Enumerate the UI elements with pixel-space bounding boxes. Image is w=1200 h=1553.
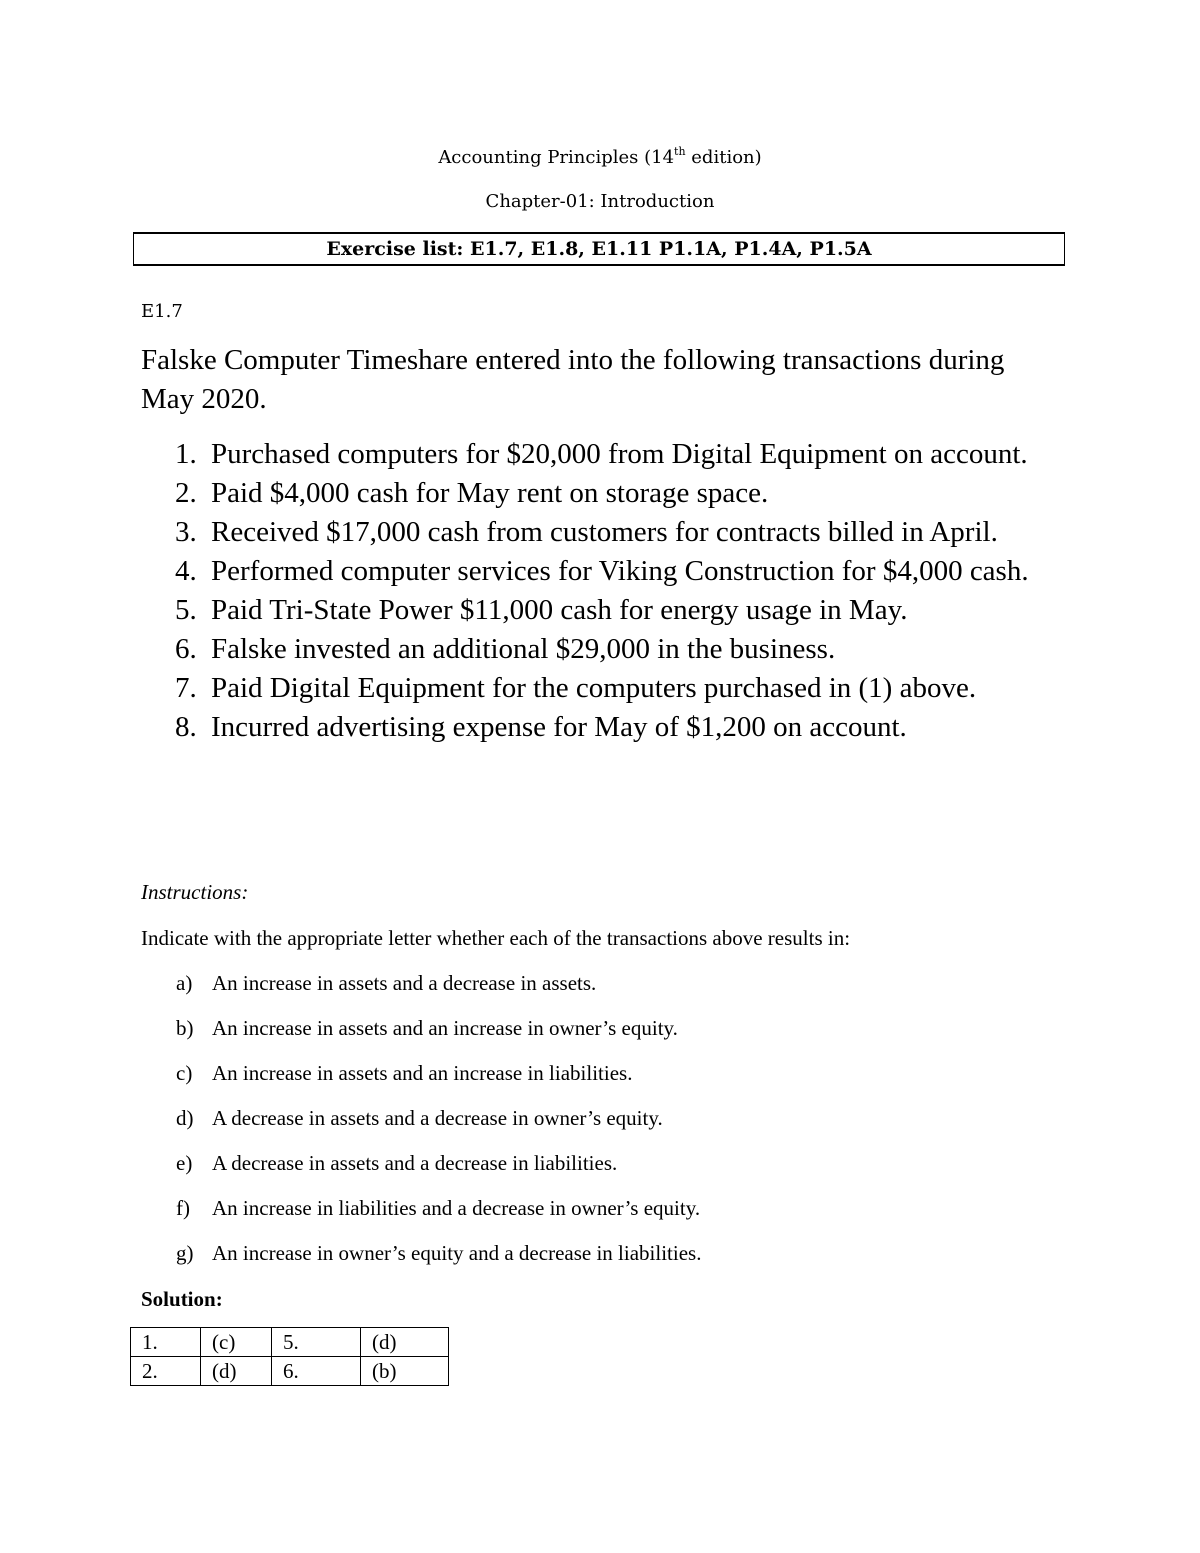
transaction-text: Paid Digital Equipment for the computers purchased in (1) above.	[211, 672, 977, 704]
answer-option-list	[141, 969, 701, 1284]
table-cell: 5.	[272, 1328, 361, 1357]
table-cell: 6.	[272, 1357, 361, 1386]
transaction-item	[141, 591, 1066, 630]
transaction-number: 1.	[175, 438, 197, 470]
option-text: An increase in assets and an increase in owner’s equity.	[212, 1016, 678, 1040]
transaction-number: 6.	[175, 633, 197, 665]
option-text: An increase in assets and an increase in liabilities.	[212, 1061, 633, 1085]
transaction-number: 3.	[175, 516, 197, 548]
option-text: An increase in liabilities and a decrease in owner’s equity.	[212, 1196, 701, 1220]
answer-option	[141, 1149, 701, 1194]
option-text: An increase in assets and a decrease in assets.	[212, 971, 597, 995]
transaction-number: 2.	[175, 477, 197, 509]
table-row	[131, 1357, 449, 1386]
book-title-main: Accounting Principles (14	[438, 147, 675, 168]
transaction-item	[141, 513, 1066, 552]
option-letter: b)	[176, 1016, 194, 1040]
book-title-edition: edition)	[685, 147, 762, 168]
book-title-superscript: th	[674, 145, 686, 158]
table-cell: 1.	[131, 1328, 201, 1357]
transaction-number: 4.	[175, 555, 197, 587]
table-cell: (d)	[201, 1357, 272, 1386]
answer-option	[141, 1194, 701, 1239]
table-row	[131, 1328, 449, 1357]
option-letter: d)	[176, 1106, 194, 1130]
transaction-number: 5.	[175, 594, 197, 626]
instructions-prompt: Indicate with the appropriate letter whether each of the transactions above results in:	[141, 926, 851, 950]
transaction-number: 7.	[175, 672, 197, 704]
book-title	[0, 146, 1200, 170]
transaction-text: Received $17,000 cash from customers for contracts billed in April.	[211, 516, 998, 548]
option-letter: g)	[176, 1241, 194, 1265]
exercise-intro: Falske Computer Timeshare entered into the following transactions during May 2020.	[141, 344, 1005, 415]
table-cell: 2.	[131, 1357, 201, 1386]
transaction-text: Falske invested an additional $29,000 in the business.	[211, 633, 836, 665]
exercise-label: E1.7	[141, 301, 183, 322]
transaction-text: Paid Tri-State Power $11,000 cash for energy usage in May.	[211, 594, 908, 626]
table-cell: (c)	[201, 1328, 272, 1357]
transaction-text: Purchased computers for $20,000 from Digital Equipment on account.	[211, 438, 1028, 470]
option-letter: f)	[176, 1196, 190, 1220]
option-text: A decrease in assets and a decrease in liabilities.	[212, 1151, 618, 1175]
table-cell: (b)	[361, 1357, 449, 1386]
transaction-item	[141, 708, 1066, 747]
answer-option	[141, 1104, 701, 1149]
exercise-list-box: Exercise list: E1.7, E1.8, E1.11 P1.1A, P1.4A, P1.5A	[133, 232, 1065, 266]
option-letter: c)	[176, 1061, 193, 1085]
option-text: An increase in owner’s equity and a decrease in liabilities.	[212, 1241, 702, 1265]
transaction-item	[141, 435, 1066, 474]
transaction-text: Performed computer services for Viking Construction for $4,000 cash.	[211, 555, 1029, 587]
answer-option	[141, 1059, 701, 1104]
transaction-list	[141, 435, 1066, 747]
option-letter: a)	[176, 971, 193, 995]
transaction-item	[141, 669, 1066, 708]
solution-table	[130, 1327, 449, 1386]
option-letter: e)	[176, 1151, 193, 1175]
table-cell: (d)	[361, 1328, 449, 1357]
answer-option	[141, 1239, 701, 1284]
transaction-text: Incurred advertising expense for May of $1,200 on account.	[211, 711, 907, 743]
solution-label: Solution:	[141, 1287, 223, 1311]
answer-option	[141, 969, 701, 1014]
answer-option	[141, 1014, 701, 1059]
instructions-label: Instructions:	[141, 880, 249, 904]
transaction-item	[141, 630, 1066, 669]
chapter-title: Chapter-01: Introduction	[485, 191, 715, 212]
transaction-item	[141, 474, 1066, 513]
option-text: A decrease in assets and a decrease in owner’s equity.	[212, 1106, 663, 1130]
transaction-item	[141, 552, 1066, 591]
transaction-text: Paid $4,000 cash for May rent on storage space.	[211, 477, 769, 509]
transaction-number: 8.	[175, 711, 197, 743]
